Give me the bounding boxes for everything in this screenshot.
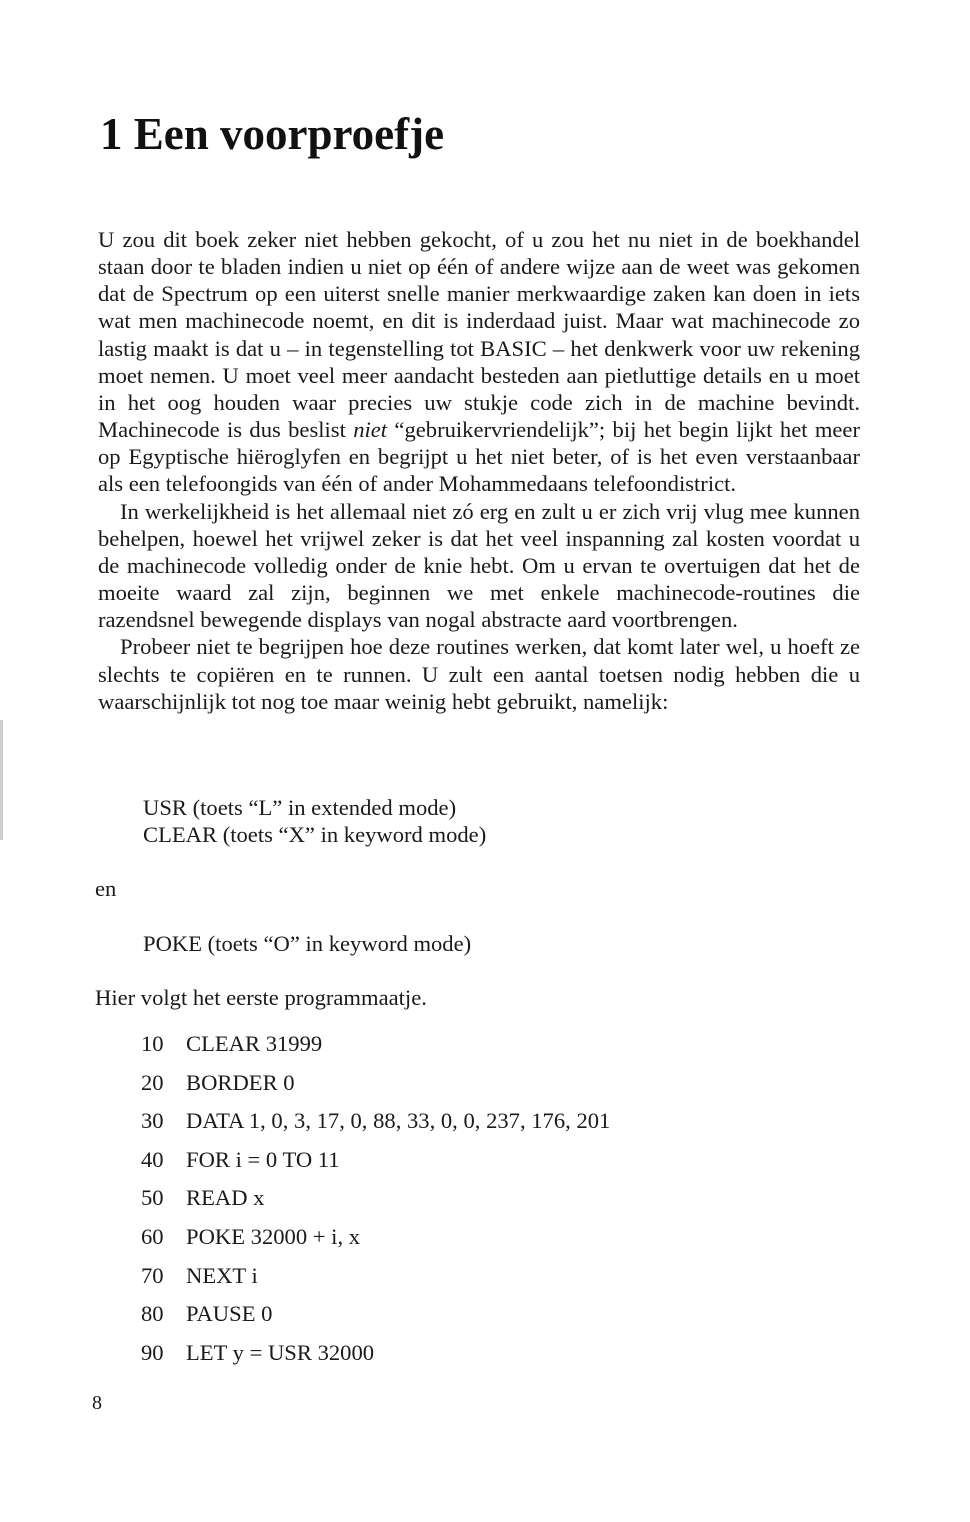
line-code: PAUSE 0 xyxy=(186,1301,273,1327)
paragraph-1-part-a: U zou dit boek zeker niet hebben gekocht, of u zou het nu niet in de boekhandel staan door te bladen indien u niet op één of andere wijze aan de weet was gekomen dat de Spectrum op een uiterst snelle manier merkwaardige zaken kan doen in iets wat men machinecode noemt, en dit is inderdaad juist. Maar wat machinecode zo lastig maakt is dat u – in tegenstelling tot BASIC – het denkwerk voor uw rekening moet nemen. U moet veel meer aandacht besteden aan pietluttige details en u moet in het oog houden waar precies uw stukje code zich in de machine bevindt. Machinecode is dus beslist xyxy=(98,227,860,443)
paragraph-3: Probeer niet te begrijpen hoe deze routines werken, dat komt later wel, u hoeft ze slechts te copiëren en te runnen. U zult een aantal toetsen nodig hebben die u waarschijnlijk tot nog toe maar weinig hebt gebruikt, namelijk: xyxy=(98,634,860,714)
line-code: READ x xyxy=(186,1185,265,1211)
line-number: 40 xyxy=(141,1146,164,1172)
line-number: 10 xyxy=(141,1031,164,1056)
line-number: 90 xyxy=(141,1339,164,1365)
key-list xyxy=(143,794,486,848)
key-list-item: CLEAR (toets “X” in keyword mode) xyxy=(143,822,487,847)
line-code: POKE 32000 + i, x xyxy=(186,1223,361,1249)
line-code: LET y = USR 32000 xyxy=(186,1339,375,1365)
connector-text: en xyxy=(95,876,117,901)
chapter-title: 1 Een voorproefje xyxy=(100,109,445,159)
line-number: 80 xyxy=(141,1301,164,1327)
line-number: 50 xyxy=(141,1185,164,1211)
body-text xyxy=(98,226,860,715)
emphasis-niet: niet xyxy=(353,417,388,443)
program-intro: Hier volgt het eerste programmaatje. xyxy=(95,985,427,1010)
line-code: CLEAR 31999 xyxy=(186,1031,323,1056)
paragraph-2: In werkelijkheid is het allemaal niet zó erg en zult u er zich vrij vlug mee kunnen behelpen, hoewel het vrijwel zeker is dat het veel inspanning zal kosten voordat u de machinecode volledig onder de knie hebt. Om u ervan te overtuigen dat het de moeite waard zal zijn, beginnen we met enkele machinecode-routines die razendsnel bewegende displays van nogal abstracte aard voortbrengen. xyxy=(98,498,860,633)
paragraph-1 xyxy=(98,226,860,498)
line-code: FOR i = 0 TO 11 xyxy=(186,1146,340,1172)
line-number: 70 xyxy=(141,1262,164,1288)
line-number: 20 xyxy=(141,1069,164,1095)
line-code: BORDER 0 xyxy=(186,1069,295,1095)
page-number: 8 xyxy=(92,1392,102,1414)
line-number: 60 xyxy=(141,1223,164,1249)
paragraph-1-part-b: “gebruikervriendelijk”; bij het begin lijkt het meer op Egyptische hiëroglyfen en begrijpt u het niet beter, of is het even verstaanbaar als een telefoongids van één of ander Mohammedaans telefoondistrict. xyxy=(98,417,860,497)
key-list-item: USR (toets “L” in extended mode) xyxy=(143,795,457,820)
page-edge-shadow xyxy=(0,720,3,840)
poke-key-item: POKE (toets “O” in keyword mode) xyxy=(143,931,472,956)
line-number: 30 xyxy=(141,1108,164,1134)
line-code: NEXT i xyxy=(186,1262,258,1288)
line-code: DATA 1, 0, 3, 17, 0, 88, 33, 0, 0, 237, 176, 201 xyxy=(186,1108,611,1134)
